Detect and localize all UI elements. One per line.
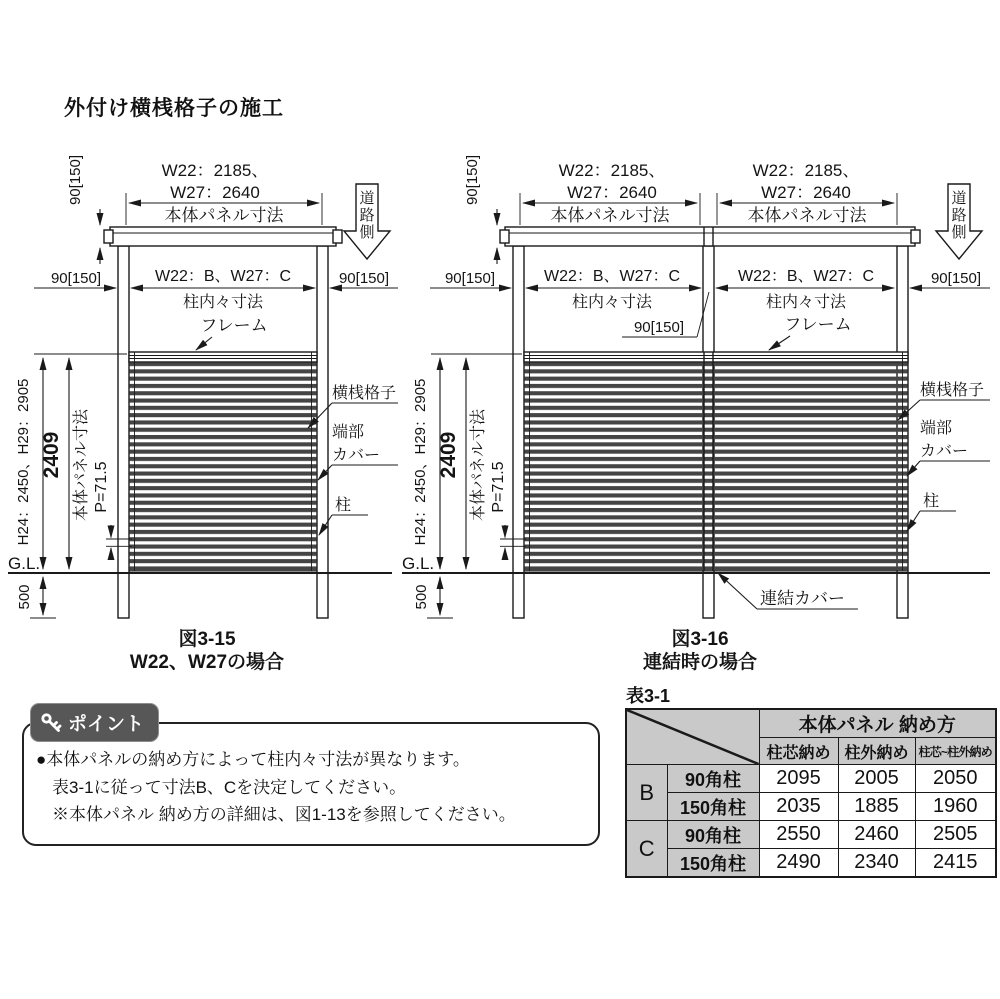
post-inner-dim-label: 柱内々寸法: [571, 294, 653, 311]
table-header-main: 本体パネル 納め方: [759, 709, 996, 738]
inner-width-dim: W22：B、W27：C: [543, 268, 681, 285]
post-inner-dim-label: 柱内々寸法: [765, 294, 847, 311]
post-width-dim-right: 90[150]: [338, 270, 390, 287]
table-cell: 2095: [759, 765, 838, 793]
post-width-dim-left: 90[150]: [50, 270, 102, 287]
end-cover-label-2: カバー: [332, 447, 381, 464]
table-diagonal-cell: [626, 709, 759, 765]
svg-text:側: 側: [359, 224, 375, 241]
post-width-dim-right: 90[150]: [930, 270, 982, 287]
panel-height-label: 本体パネル寸法: [470, 408, 487, 522]
table-title: 表3-1: [626, 686, 671, 706]
table-header-col: 柱外納め: [838, 738, 915, 765]
embed-depth-dim: 500: [413, 584, 430, 610]
frame-label: フレーム: [784, 315, 852, 334]
fig-left-number: 図3-15: [178, 629, 236, 650]
pitch-label: P=71.5: [490, 461, 507, 513]
table-row-type: 150角柱: [667, 849, 759, 878]
fig-left-caption: W22、W27の場合: [129, 652, 285, 673]
point-badge-label: ポイント: [68, 714, 145, 735]
height-2409-dim: 2409: [437, 431, 460, 479]
rail-height-dim-label: 90[150]: [464, 154, 481, 206]
dimension-table: [625, 708, 997, 878]
post-width-dim-left: 90[150]: [444, 270, 496, 287]
table-group-b: B: [626, 765, 667, 821]
table-cell: 1885: [838, 793, 915, 821]
figure-3-15: [8, 155, 398, 673]
table-cell: 2490: [759, 849, 838, 878]
table-cell: 2035: [759, 793, 838, 821]
post-label: 柱: [923, 493, 940, 510]
table-row-type: 150角柱: [667, 793, 759, 821]
table-cell: 2005: [838, 765, 915, 793]
table-group-c: C: [626, 821, 667, 878]
panel-height-label: 本体パネル寸法: [73, 408, 90, 522]
height-2409-dim: 2409: [40, 431, 63, 479]
ground-level-label: G.L.: [402, 554, 435, 573]
table-header-col: 柱芯納め: [759, 738, 838, 765]
point-text-line: 表3-1に従って寸法B、Cを決定してください。: [52, 778, 407, 797]
svg-text:道: 道: [951, 190, 967, 207]
svg-text:側: 側: [951, 224, 967, 241]
lattice-frame-rail: [129, 352, 317, 362]
right-post: [317, 246, 328, 618]
table-cell: 2415: [915, 849, 996, 878]
road-side-arrow: [936, 184, 982, 259]
panel-width-value-1: W22：2185、: [752, 161, 860, 180]
frame-label: フレーム: [200, 316, 268, 335]
fig-right-number: 図3-16: [671, 629, 729, 650]
figure-3-16: [402, 155, 990, 673]
table-cell: 2340: [838, 849, 915, 878]
point-badge: [30, 703, 159, 742]
top-rail: [505, 227, 915, 246]
joint-cover-label: 連結カバー: [760, 589, 845, 608]
total-height-dim: H24：2450、H29：2905: [15, 378, 32, 546]
left-post: [513, 246, 524, 618]
fig-right-caption: 連結時の場合: [642, 652, 758, 673]
lattice-panel: [129, 362, 317, 571]
lattice-label: 横桟格子: [332, 385, 397, 402]
lattice-frame-rail: [524, 352, 908, 362]
panel-dim-label: 本体パネル寸法: [164, 206, 284, 225]
panel-width-value-2: W27：2640: [761, 183, 851, 202]
table-cell: 2460: [838, 821, 915, 849]
panel-width-value-1: W22：2185、: [161, 161, 269, 180]
svg-text:路: 路: [359, 207, 375, 224]
diagonal-line: [627, 710, 759, 764]
embed-depth-dim: 500: [16, 584, 33, 610]
table-cell: 2050: [915, 765, 996, 793]
svg-text:路: 路: [951, 207, 967, 224]
left-post: [118, 246, 129, 618]
table-cell: 2505: [915, 821, 996, 849]
page-title: 外付け横桟格子の施工: [64, 97, 284, 120]
panel-width-value-1: W22：2185、: [558, 161, 666, 180]
rail-height-dim-label: 90[150]: [67, 154, 84, 206]
point-text-line: ※本体パネル 納め方の詳細は、図1-13を参照してください。: [52, 805, 516, 824]
table-row-type: 90角柱: [667, 765, 759, 793]
post-label: 柱: [335, 497, 352, 514]
panel-width-value-2: W27：2640: [567, 183, 657, 202]
key-icon: [40, 712, 62, 734]
point-text-line: ●本体パネルの納め方によって柱内々寸法が異なります。: [36, 750, 470, 769]
table-header-col: 柱芯~柱外納め: [915, 738, 996, 765]
top-rail: [110, 227, 336, 246]
total-height-dim: H24：2450、H29：2905: [412, 378, 429, 546]
lattice-label: 横桟格子: [920, 382, 985, 399]
panel-dim-label: 本体パネル寸法: [550, 206, 670, 225]
post-inner-dim-label: 柱内々寸法: [182, 294, 264, 311]
road-side-arrow: [344, 184, 390, 259]
table-cell: 2550: [759, 821, 838, 849]
table-row-type: 90角柱: [667, 821, 759, 849]
pitch-label: P=71.5: [93, 461, 110, 513]
end-cover-label-1: 端部: [332, 424, 365, 441]
end-cover-label-1: 端部: [920, 420, 953, 437]
table-cell: 1960: [915, 793, 996, 821]
middle-post-width-dim: 90[150]: [633, 319, 685, 336]
svg-text:道: 道: [359, 190, 375, 207]
inner-width-dim: W22：B、W27：C: [154, 268, 292, 285]
ground-level-label: G.L.: [8, 554, 41, 573]
panel-width-value-2: W27：2640: [170, 183, 260, 202]
end-cover-label-2: カバー: [920, 443, 969, 460]
inner-width-dim: W22：B、W27：C: [737, 268, 875, 285]
panel-dim-label: 本体パネル寸法: [747, 206, 867, 225]
lattice-panel: [524, 362, 908, 571]
